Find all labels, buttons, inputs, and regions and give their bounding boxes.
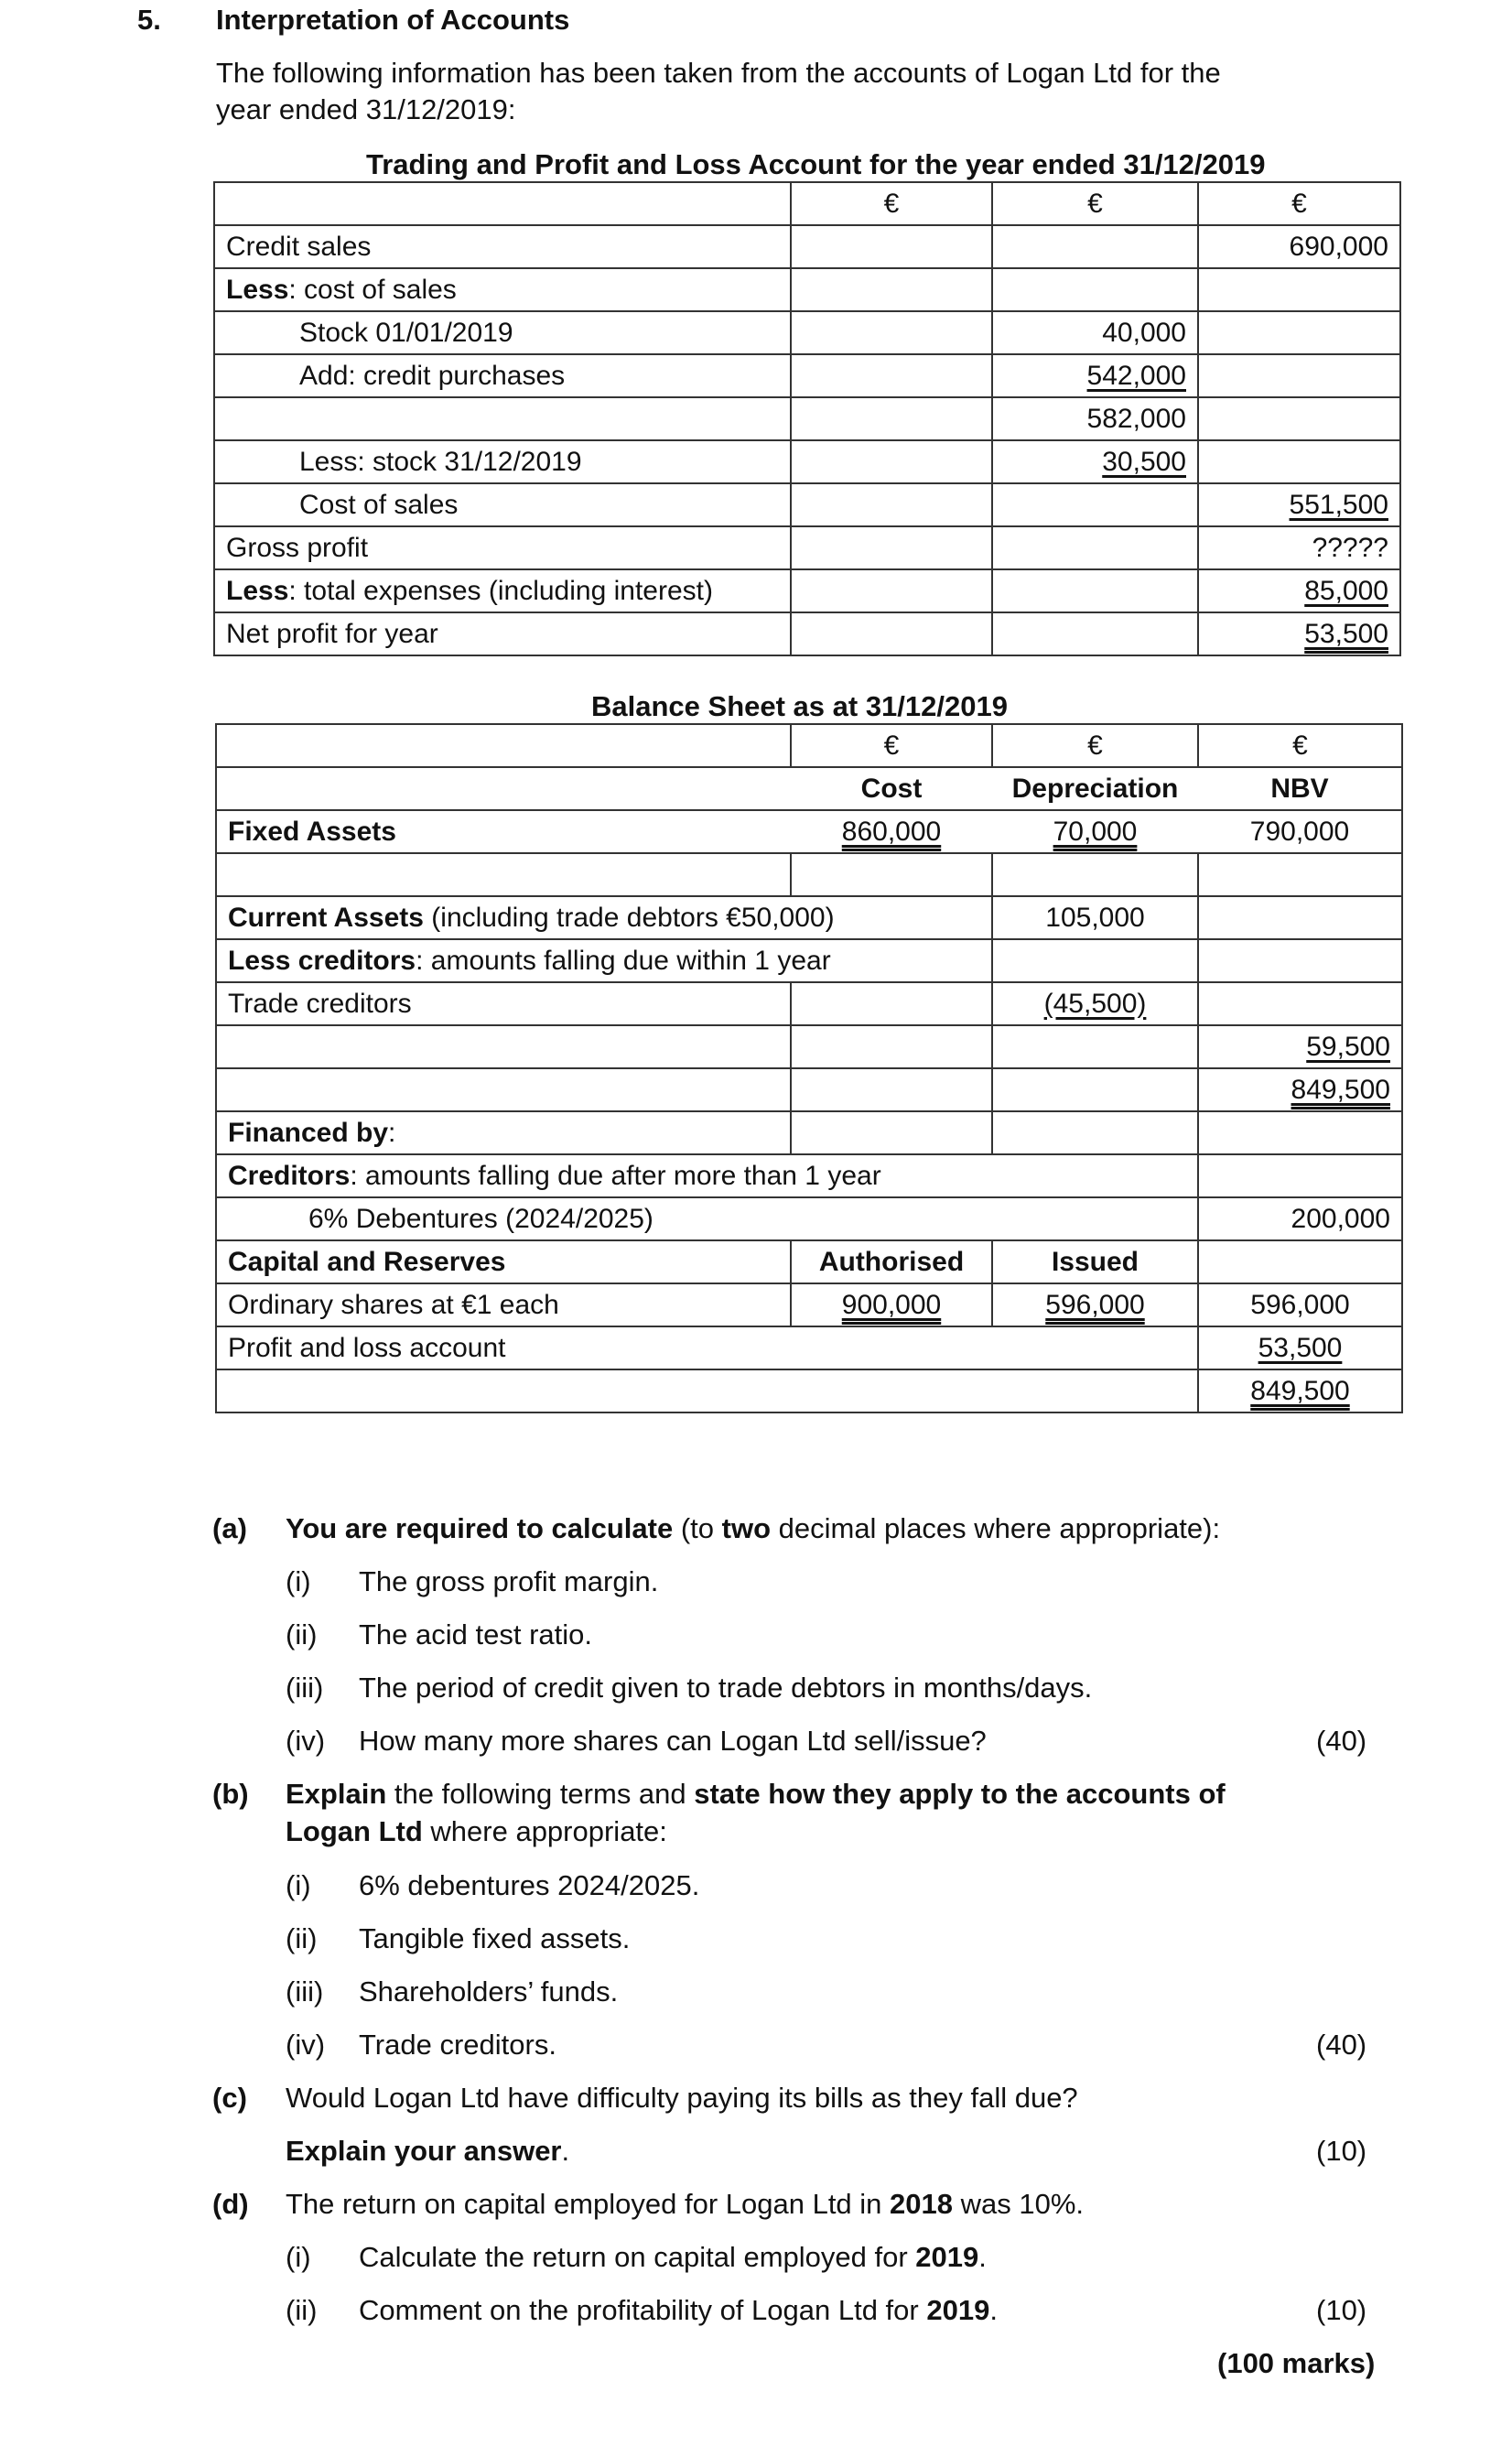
table-row bbox=[216, 1111, 1402, 1154]
table-row bbox=[216, 853, 1402, 896]
row-label: Financed by: bbox=[216, 1111, 791, 1154]
currency-symbol: € bbox=[992, 182, 1198, 225]
item-text: Shareholders’ funds. bbox=[359, 1975, 619, 2008]
trading-account-table bbox=[213, 181, 1401, 656]
part-d-label: (d) bbox=[212, 2188, 249, 2220]
currency-symbol: € bbox=[1198, 182, 1400, 225]
table-row bbox=[216, 1154, 1402, 1197]
table-row bbox=[214, 225, 1400, 268]
table-row bbox=[216, 767, 1402, 810]
value-cell: 860,000 bbox=[791, 810, 992, 853]
value-cell: 542,000 bbox=[992, 354, 1198, 397]
currency-symbol: € bbox=[791, 182, 992, 225]
item-number: (iv) bbox=[286, 1725, 326, 1757]
value-cell: 790,000 bbox=[1198, 810, 1402, 853]
value-cell: ????? bbox=[1198, 526, 1400, 569]
item-text: The period of credit given to trade debtors in months/days. bbox=[359, 1672, 1093, 1704]
row-label: Stock 01/01/2019 bbox=[214, 311, 791, 354]
value-cell: 596,000 bbox=[1198, 1283, 1402, 1326]
table-row bbox=[214, 569, 1400, 612]
question-intro: The following information has been taken from the accounts of Logan Ltd for the year ended 31/12/2019: bbox=[216, 57, 1221, 125]
value-cell: 849,500 bbox=[1198, 1068, 1402, 1111]
item-number: (iii) bbox=[286, 1672, 324, 1704]
row-label: Profit and loss account bbox=[216, 1326, 1198, 1369]
table-row bbox=[214, 268, 1400, 311]
balance-title: Balance Sheet as at 31/12/2019 bbox=[591, 690, 1008, 722]
part-a-label: (a) bbox=[212, 1512, 247, 1544]
marks-label: (10) bbox=[1316, 2135, 1367, 2167]
row-label: Less creditors: amounts falling due within 1 year bbox=[216, 939, 992, 982]
row-label: Less: stock 31/12/2019 bbox=[214, 440, 791, 483]
table-row bbox=[216, 1025, 1402, 1068]
item-text: Tangible fixed assets. bbox=[359, 1922, 631, 1954]
item-text: Trade creditors. bbox=[359, 2029, 556, 2061]
value-cell: 59,500 bbox=[1198, 1025, 1402, 1068]
item-text: 6% debentures 2024/2025. bbox=[359, 1869, 700, 1901]
part-d-text: The return on capital employed for Logan Ltd in 2018 was 10%. bbox=[286, 2188, 1085, 2220]
marks-label: (40) bbox=[1316, 1725, 1367, 1757]
item-text: The acid test ratio. bbox=[359, 1618, 593, 1651]
item-text: The gross profit margin. bbox=[359, 1565, 659, 1597]
row-label: Less: total expenses (including interest) bbox=[214, 569, 791, 612]
value-cell: 582,000 bbox=[992, 397, 1198, 440]
value-cell: 105,000 bbox=[992, 896, 1198, 939]
table-row bbox=[214, 397, 1400, 440]
row-label: Creditors: amounts falling due after more than 1 year bbox=[216, 1154, 1198, 1197]
column-header: Depreciation bbox=[992, 767, 1198, 810]
row-label: Net profit for year bbox=[214, 612, 791, 655]
table-row bbox=[216, 1068, 1402, 1111]
table-row bbox=[214, 440, 1400, 483]
column-header: Cost bbox=[791, 767, 992, 810]
table-row bbox=[216, 1326, 1402, 1369]
item-number: (i) bbox=[286, 1869, 311, 1901]
table-row bbox=[216, 896, 1402, 939]
total-marks: (100 marks) bbox=[1217, 2347, 1376, 2379]
value-cell: 53,500 bbox=[1198, 1326, 1402, 1369]
table-row bbox=[216, 1197, 1402, 1240]
row-label: Gross profit bbox=[214, 526, 791, 569]
item-number: (ii) bbox=[286, 2294, 318, 2326]
table-row bbox=[216, 1283, 1402, 1326]
table-row bbox=[216, 1369, 1402, 1412]
value-cell: 200,000 bbox=[1198, 1197, 1402, 1240]
value-cell: 849,500 bbox=[1198, 1369, 1402, 1412]
item-number: (i) bbox=[286, 1565, 311, 1597]
part-c-text: Would Logan Ltd have difficulty paying its bills as they fall due? bbox=[286, 2082, 1078, 2114]
row-label: Trade creditors bbox=[216, 982, 791, 1025]
table-row bbox=[216, 1240, 1402, 1283]
part-b-line1: Explain the following terms and state how they apply to the accounts of bbox=[286, 1778, 1226, 1810]
item-text: Calculate the return on capital employed for 2019. bbox=[359, 2241, 987, 2273]
trading-title: Trading and Profit and Loss Account for the year ended 31/12/2019 bbox=[366, 148, 1266, 180]
row-label: Less: cost of sales bbox=[214, 268, 791, 311]
table-row bbox=[216, 939, 1402, 982]
question-number: 5. bbox=[137, 4, 161, 36]
row-label: Fixed Assets bbox=[216, 810, 791, 853]
table-row bbox=[214, 354, 1400, 397]
item-number: (i) bbox=[286, 2241, 311, 2273]
table-row bbox=[214, 526, 1400, 569]
value-cell: 596,000 bbox=[992, 1283, 1198, 1326]
part-a-requirement: You are required to calculate (to two decimal places where appropriate): bbox=[286, 1512, 1221, 1544]
table-row bbox=[216, 724, 1402, 767]
table-row bbox=[214, 483, 1400, 526]
item-text: How many more shares can Logan Ltd sell/issue? bbox=[359, 1725, 987, 1757]
row-label: Add: credit purchases bbox=[214, 354, 791, 397]
row-label: Current Assets (including trade debtors €50,000) bbox=[216, 896, 992, 939]
marks-label: (40) bbox=[1316, 2029, 1367, 2061]
table-row bbox=[216, 982, 1402, 1025]
row-label: Ordinary shares at €1 each bbox=[216, 1283, 791, 1326]
item-number: (iii) bbox=[286, 1975, 324, 2008]
balance-sheet-table bbox=[215, 723, 1403, 1413]
column-header: Authorised bbox=[791, 1240, 992, 1283]
table-row bbox=[216, 810, 1402, 853]
value-cell: 40,000 bbox=[992, 311, 1198, 354]
part-b-line2: Logan Ltd where appropriate: bbox=[286, 1815, 667, 1847]
value-cell: 85,000 bbox=[1198, 569, 1400, 612]
part-b-label: (b) bbox=[212, 1778, 249, 1810]
item-number: (iv) bbox=[286, 2029, 326, 2061]
question-title: Interpretation of Accounts bbox=[216, 4, 570, 36]
row-label: Capital and Reserves bbox=[216, 1240, 791, 1283]
value-cell: 690,000 bbox=[1198, 225, 1400, 268]
currency-symbol: € bbox=[791, 724, 992, 767]
table-row bbox=[214, 612, 1400, 655]
part-c-explain: Explain your answer. bbox=[286, 2135, 570, 2167]
row-label: Credit sales bbox=[214, 225, 791, 268]
item-text: Comment on the profitability of Logan Ltd for 2019. bbox=[359, 2294, 998, 2326]
item-number: (ii) bbox=[286, 1922, 318, 1954]
table-row bbox=[214, 182, 1400, 225]
value-cell: 900,000 bbox=[791, 1283, 992, 1326]
column-header: Issued bbox=[992, 1240, 1198, 1283]
value-cell: (45,500) bbox=[992, 982, 1198, 1025]
value-cell: 70,000 bbox=[992, 810, 1198, 853]
currency-symbol: € bbox=[992, 724, 1198, 767]
value-cell: 551,500 bbox=[1198, 483, 1400, 526]
part-c-label: (c) bbox=[212, 2082, 247, 2114]
column-header: NBV bbox=[1198, 767, 1402, 810]
value-cell: 30,500 bbox=[992, 440, 1198, 483]
row-label: 6% Debentures (2024/2025) bbox=[216, 1197, 1198, 1240]
value-cell: 53,500 bbox=[1198, 612, 1400, 655]
table-row bbox=[214, 311, 1400, 354]
currency-symbol: € bbox=[1198, 724, 1402, 767]
item-number: (ii) bbox=[286, 1618, 318, 1651]
marks-label: (10) bbox=[1316, 2294, 1367, 2326]
row-label: Cost of sales bbox=[214, 483, 791, 526]
